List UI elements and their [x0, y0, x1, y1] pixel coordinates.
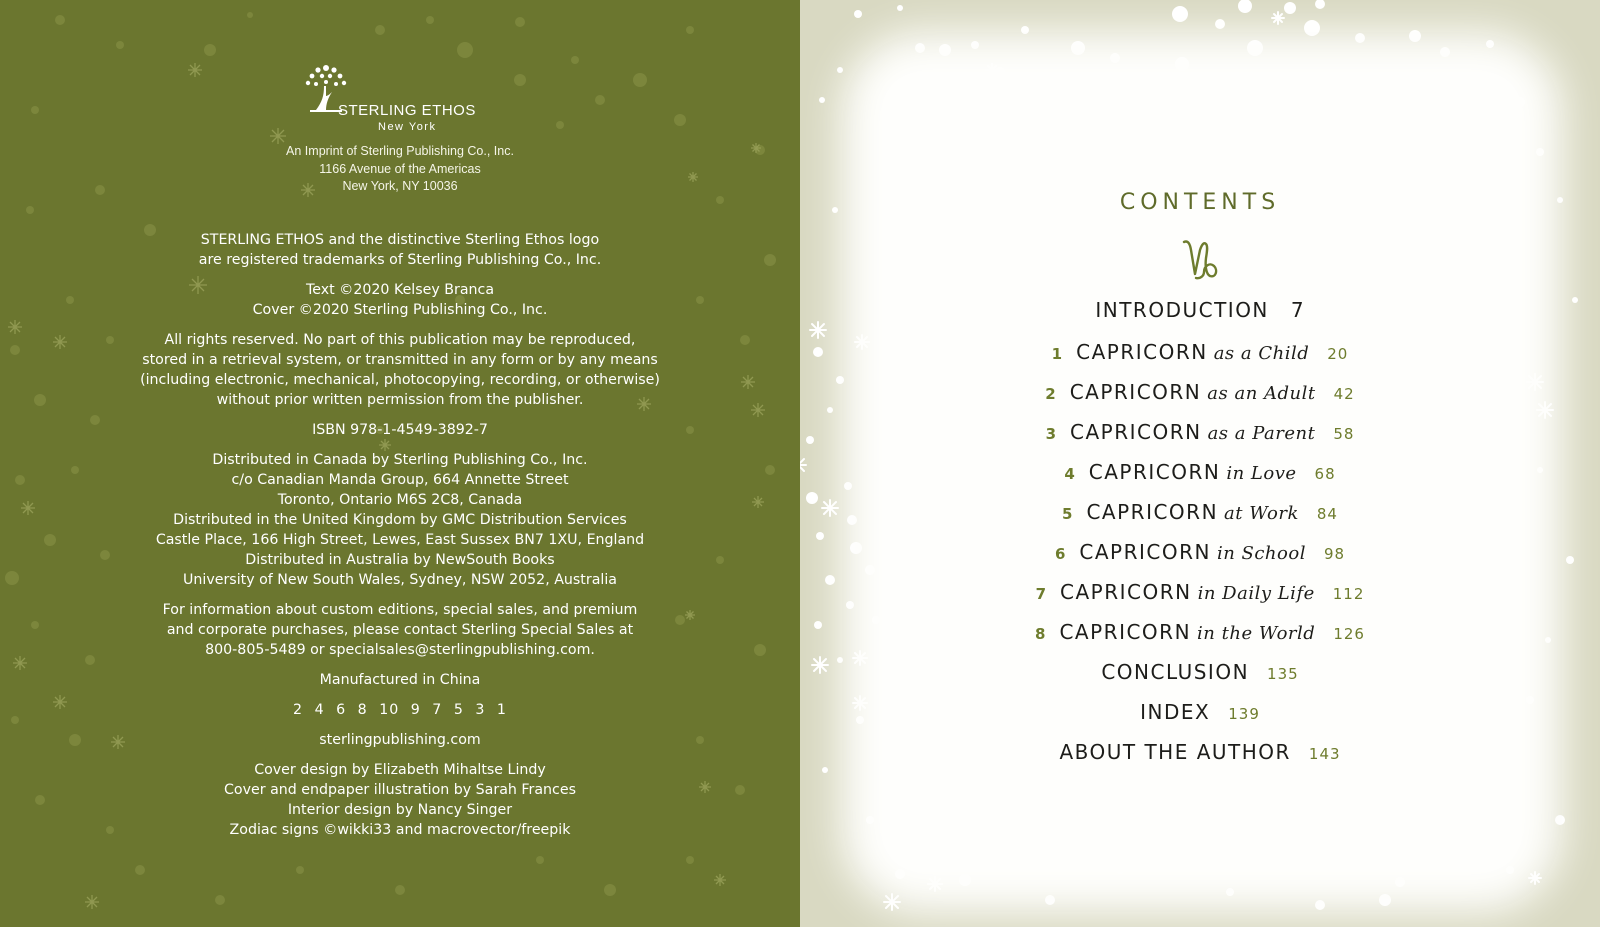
- toc-entry-about-the-author[interactable]: [800, 740, 1600, 764]
- toc-entry-number: 3: [1045, 425, 1056, 443]
- toc-entry-number: 8: [1035, 625, 1046, 643]
- imprint-address: [250, 143, 550, 196]
- toc-entry-chapter-5[interactable]: [800, 500, 1600, 524]
- manufactured-notice: Manufactured in China: [319, 672, 481, 688]
- toc-entry-number: 4: [1064, 465, 1075, 483]
- contents-heading: CONTENTS: [1119, 190, 1281, 215]
- capricorn-symbol-icon: [1180, 236, 1220, 282]
- toc-entry-title: ABOUT THE AUTHOR: [1059, 740, 1291, 764]
- credit-line: Cover design by Elizabeth Mihaltse Lindy: [254, 762, 546, 778]
- toc-entry-title: CAPRICORN: [1086, 500, 1219, 524]
- trademark-line: are registered trademarks of Sterling Publishing Co., Inc.: [198, 252, 602, 268]
- toc-entry-chapter-2[interactable]: [800, 380, 1600, 404]
- trademark-line: STERLING ETHOS and the distinctive Sterling Ethos logo: [200, 232, 600, 248]
- toc-entry-subtitle: in the World: [1197, 623, 1316, 644]
- toc-entry-title: CAPRICORN: [1079, 540, 1211, 564]
- website-link[interactable]: sterlingpublishing.com: [319, 732, 481, 748]
- sales-notice: [100, 600, 700, 660]
- toc-entry-introduction[interactable]: [800, 298, 1600, 322]
- toc-entry-page: 143: [1308, 745, 1341, 763]
- legal-text: [100, 230, 700, 850]
- toc-entry-chapter-7[interactable]: [800, 580, 1600, 604]
- sales-line: and corporate purchases, please contact Sterling Special Sales at: [166, 622, 634, 638]
- rights-line: All rights reserved. No part of this publication may be reproduced,: [164, 332, 636, 348]
- toc-entry-subtitle: in School: [1216, 543, 1306, 564]
- toc-entry-page: 112: [1332, 585, 1365, 603]
- toc-entry-page: 58: [1333, 425, 1355, 443]
- toc-entry-page: 98: [1323, 545, 1346, 563]
- toc-entry-chapter-6[interactable]: [800, 540, 1600, 564]
- toc-entry-chapter-4[interactable]: [800, 460, 1600, 484]
- distribution-line: University of New South Wales, Sydney, NSW 2052, Australia: [183, 572, 617, 588]
- rights-line: stored in a retrieval system, or transmitted in any form or by any means: [142, 352, 658, 368]
- distribution-line: Castle Place, 166 High Street, Lewes, East Sussex BN7 1XU, England: [155, 532, 645, 548]
- imprint-line: 1166 Avenue of the Americas: [319, 161, 481, 176]
- toc-entry-index[interactable]: [800, 700, 1600, 724]
- toc-entry-title: CONCLUSION: [1101, 660, 1250, 684]
- toc-entry-subtitle: as a Child: [1213, 343, 1310, 364]
- toc-entry-subtitle: as a Parent: [1207, 423, 1316, 444]
- distribution-line: Toronto, Ontario M6S 2C8, Canada: [277, 492, 523, 508]
- distribution-notice: [100, 450, 700, 590]
- toc-entry-page: 126: [1333, 625, 1365, 643]
- toc-entry-conclusion[interactable]: [800, 660, 1600, 684]
- distribution-line: Distributed in the United Kingdom by GMC Distribution Services: [173, 512, 627, 528]
- toc-entry-page: 68: [1314, 465, 1336, 483]
- rights-line: (including electronic, mechanical, photocopying, recording, or otherwise): [140, 372, 660, 388]
- toc-entry-title: CAPRICORN: [1069, 380, 1202, 404]
- rights-notice: [100, 330, 700, 410]
- toc-entry-title: CAPRICORN: [1059, 620, 1192, 644]
- toc-entry-title: CAPRICORN: [1070, 420, 1202, 444]
- distribution-line: Distributed in Australia by NewSouth Books: [245, 552, 555, 568]
- toc-entry-chapter-8[interactable]: [800, 620, 1600, 644]
- toc-entry-page: 7: [1290, 298, 1305, 322]
- toc-entry-number: 1: [1051, 345, 1063, 363]
- sales-line: 800-805-5489 or specialsales@sterlingpublishing.com.: [205, 642, 595, 658]
- toc-entry-subtitle: in Love: [1226, 463, 1297, 484]
- publisher-name: STERLING ETHOS: [338, 102, 476, 119]
- sales-line: For information about custom editions, special sales, and premium: [162, 602, 638, 618]
- credit-line: Cover and endpaper illustration by Sarah Frances: [224, 782, 576, 798]
- rights-line: without prior written permission from the publisher.: [216, 392, 584, 408]
- copyright-notice: [100, 280, 700, 320]
- toc-entry-page: 42: [1333, 385, 1355, 403]
- imprint-line: New York, NY 10036: [342, 179, 458, 193]
- distribution-line: c/o Canadian Manda Group, 664 Annette Street: [231, 472, 569, 488]
- trademark-notice: [100, 230, 700, 270]
- copyright-line: Text ©2020 Kelsey Branca: [305, 282, 495, 298]
- toc-entry-subtitle: at Work: [1224, 503, 1299, 524]
- toc-entry-number: 2: [1045, 385, 1056, 403]
- distribution-line: Distributed in Canada by Sterling Publishing Co., Inc.: [212, 452, 588, 468]
- contents-page: [800, 0, 1600, 927]
- toc-entry-number: 7: [1035, 585, 1047, 603]
- toc-entry-page: 139: [1228, 705, 1260, 723]
- print-numbers: 2 4 6 8 10 9 7 5 3 1: [293, 702, 507, 718]
- imprint-line: An Imprint of Sterling Publishing Co., Inc.: [286, 144, 514, 158]
- credits: [100, 760, 700, 840]
- toc-entry-chapter-1[interactable]: [800, 340, 1600, 364]
- isbn: ISBN 978-1-4549-3892-7: [312, 422, 488, 438]
- publisher-city: New York: [378, 121, 437, 133]
- credit-line: Zodiac signs ©wikki33 and macrovector/freepik: [229, 822, 571, 838]
- credit-line: Interior design by Nancy Singer: [287, 802, 513, 818]
- toc-entry-page: 20: [1327, 345, 1349, 363]
- toc-entry-number: 6: [1054, 545, 1066, 563]
- toc-entry-number: 5: [1062, 505, 1073, 523]
- toc-entry-title: INDEX: [1140, 700, 1211, 724]
- publisher-logo: [290, 62, 490, 137]
- toc-entry-title: CAPRICORN: [1088, 460, 1221, 484]
- toc-entry-title: INTRODUCTION: [1095, 298, 1269, 322]
- toc-entry-title: CAPRICORN: [1076, 340, 1208, 364]
- toc-entry-chapter-3[interactable]: [800, 420, 1600, 444]
- toc-entry-subtitle: as an Adult: [1207, 383, 1316, 404]
- copyright-line: Cover ©2020 Sterling Publishing Co., Inc.: [252, 302, 548, 318]
- toc-entry-title: CAPRICORN: [1060, 580, 1192, 604]
- toc-entry-page: 84: [1316, 505, 1338, 523]
- toc-entry-page: 135: [1267, 665, 1299, 683]
- toc-entry-subtitle: in Daily Life: [1197, 583, 1315, 604]
